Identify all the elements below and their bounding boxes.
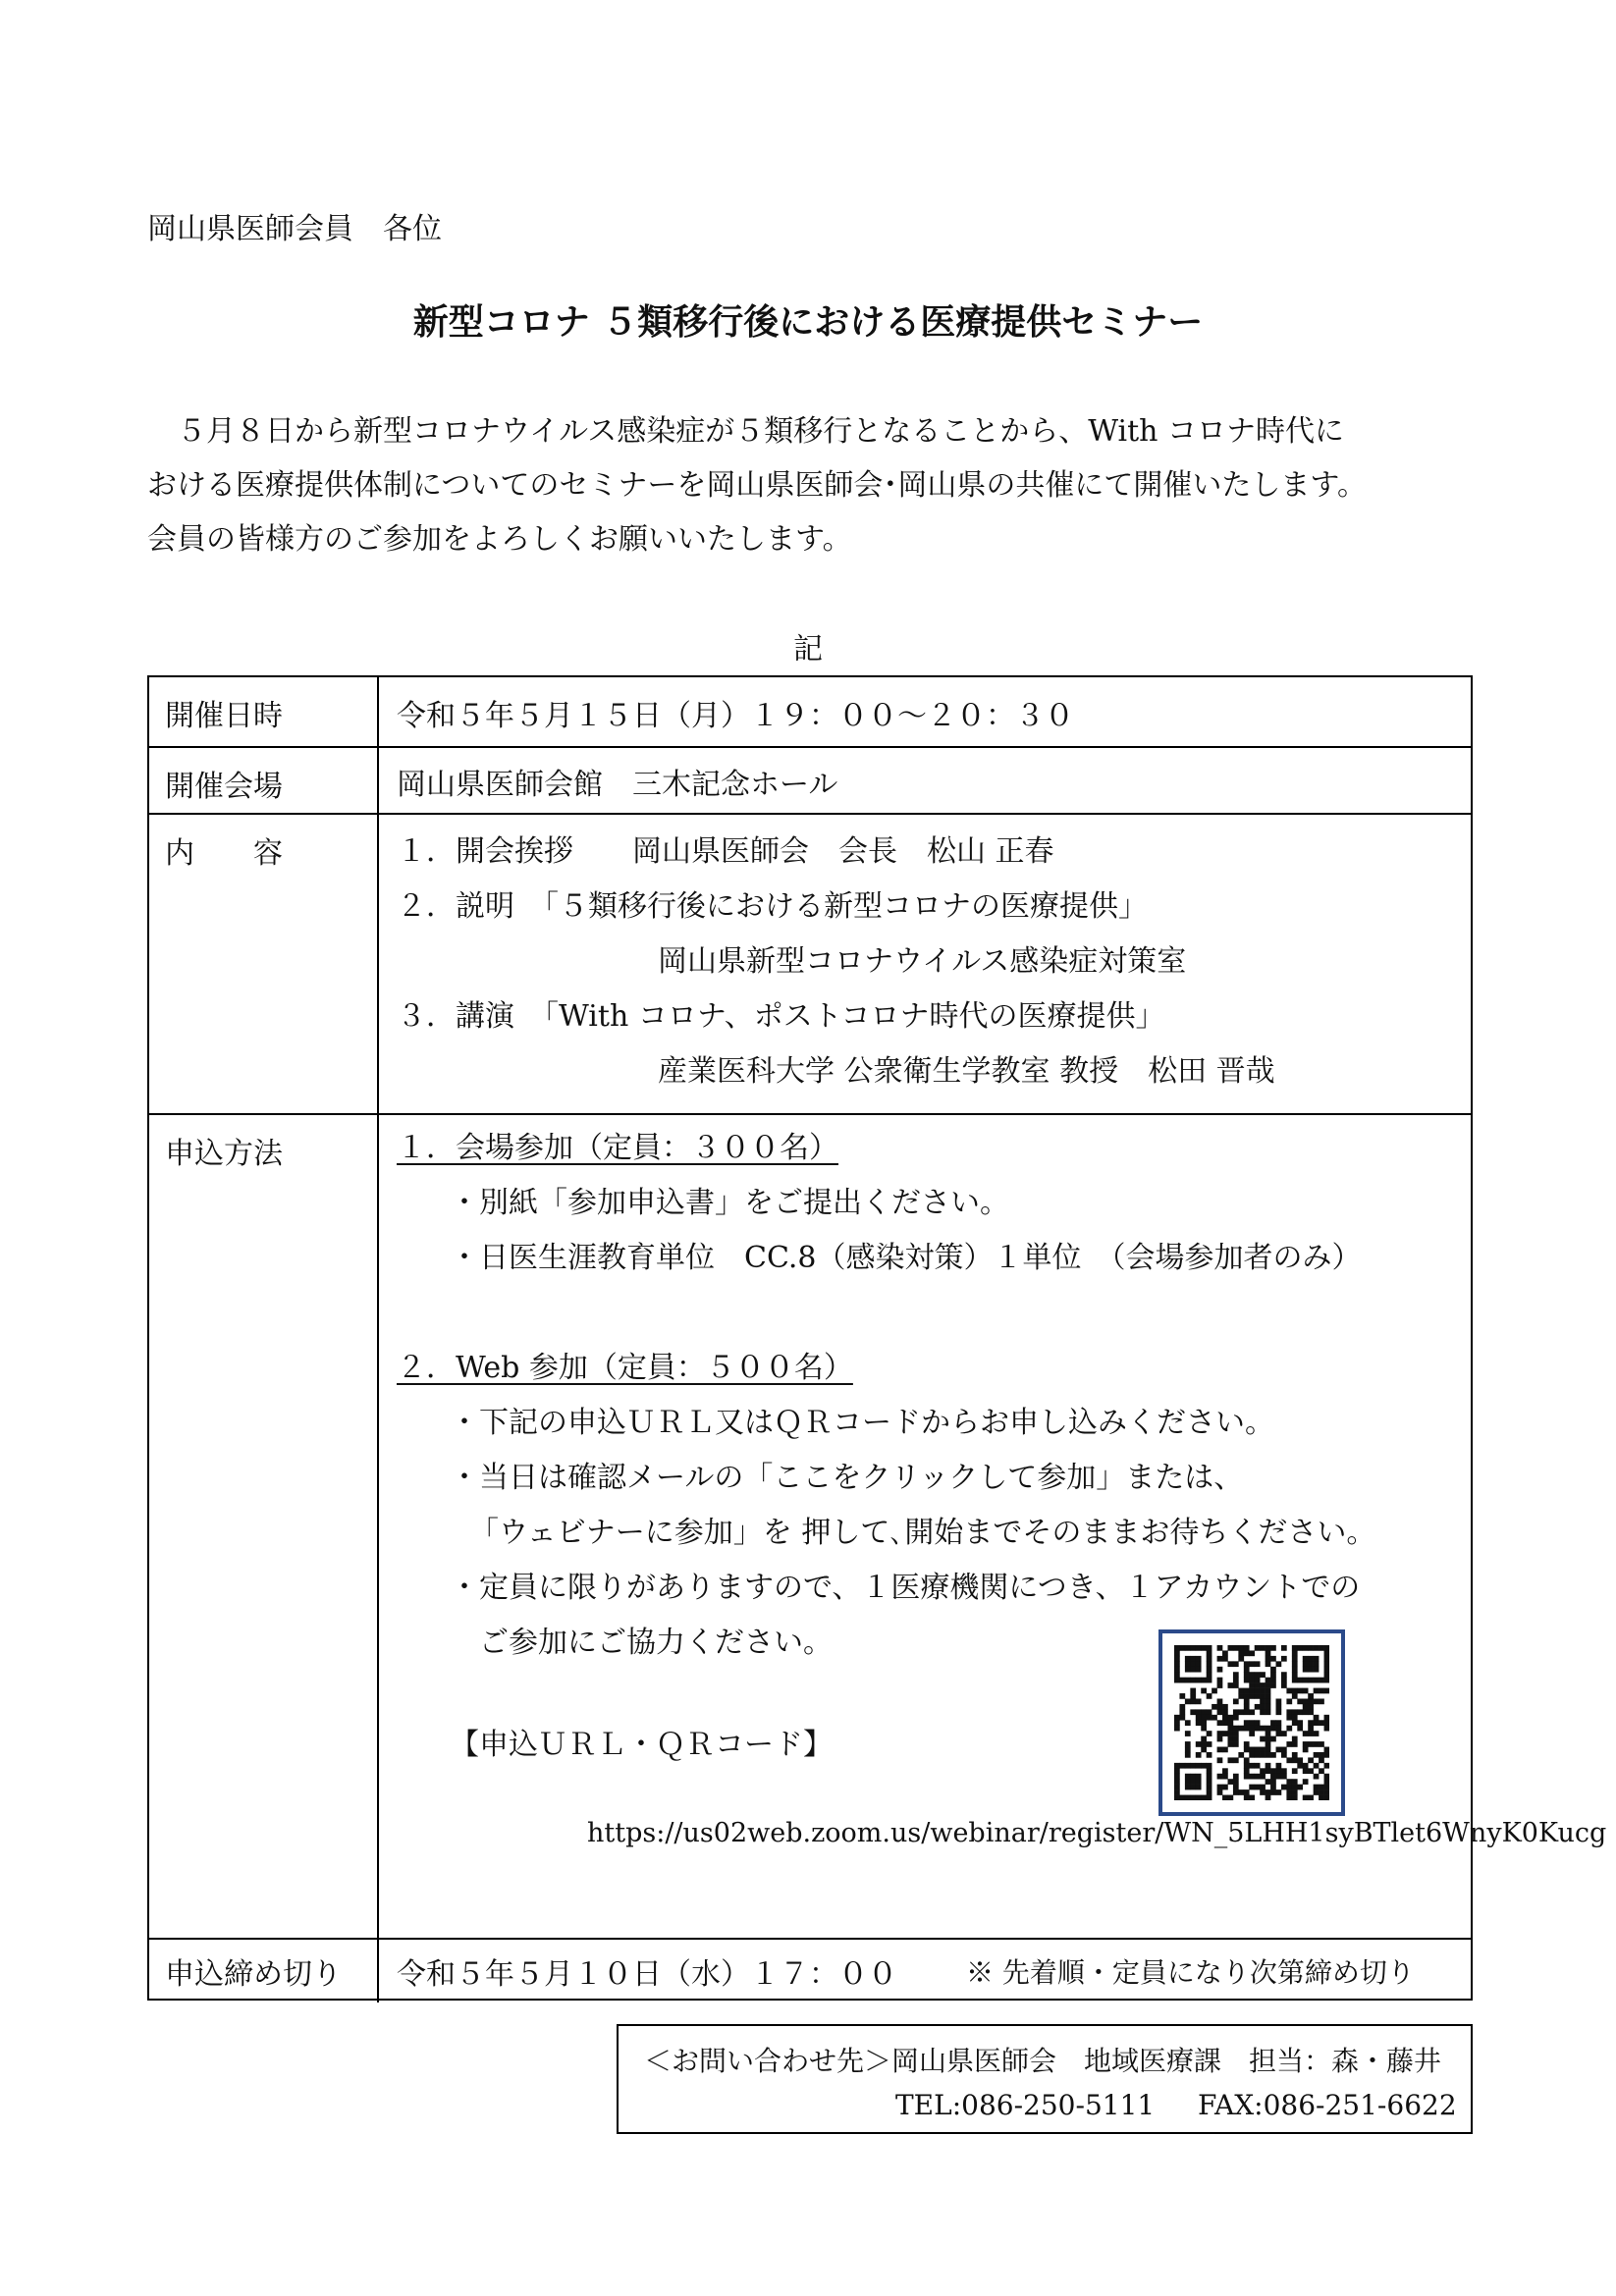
row-deadline — [149, 1940, 1471, 2002]
label-content: 内 容 — [149, 815, 379, 1113]
ki-heading: 記 — [793, 632, 823, 667]
deadline-note: ※ 先着順・定員になり次第締め切り — [966, 1956, 1415, 1989]
url-qr-heading: 【申込ＵＲＬ・ＱＲコード】 — [450, 1728, 833, 1762]
row-apply — [149, 1115, 1607, 1940]
apply-line: ・定員に限りがありますので、１医療機関につき、１アカウントでの — [450, 1571, 1361, 1605]
intro-line: ５月８日から新型コロナウイルス感染症が５類移行となることから、With コロナ時代に — [177, 414, 1345, 449]
date-value: 令和５年５月１５日（月）１９：００～２０：３０ — [397, 699, 1074, 733]
apply-line: 「ウェビナーに参加」を 押して､開始までそのままお待ちください。 — [469, 1516, 1376, 1550]
program-item: 岡山県新型コロナウイルス感染症対策室 — [658, 944, 1187, 979]
web-participation-heading: ２．Web 参加（定員：５００名） — [397, 1351, 853, 1385]
contact-tel: TEL:086-250-5111 — [895, 2089, 1156, 2121]
contact-line: ＜お問い合わせ先＞岡山県医師会 地域医療課 担当：森・藤井 — [644, 2045, 1442, 2077]
intro-paragraph — [147, 404, 1482, 566]
program-item: １．開会挨拶 岡山県医師会 会長 松山 正春 — [397, 834, 1054, 869]
program-item: ３．講演 「With コロナ、ポストコロナ時代の医療提供」 — [397, 999, 1165, 1034]
label-date: 開催日時 — [149, 677, 379, 746]
venue-participation-heading: １．会場参加（定員：３００名） — [397, 1131, 838, 1165]
registration-qr-code[interactable] — [1158, 1629, 1345, 1816]
intro-line: 会員の皆様方のご参加をよろしくお願いいたします。 — [147, 522, 852, 557]
row-content — [149, 815, 1471, 1115]
contact-fax: FAX:086-251-6622 — [1198, 2089, 1457, 2121]
intro-line: おける医療提供体制についてのセミナーを岡山県医師会･岡山県の共催にて開催いたします。 — [147, 468, 1367, 503]
registration-url-link[interactable]: https://us02web.zoom.us/webinar/register/WN_5LHH1syBTlet6WnyK0Kucg — [587, 1818, 1607, 1848]
label-deadline: 申込締め切り — [149, 1940, 379, 2002]
page-title: 新型コロナ ５類移行後における医療提供セミナー — [412, 302, 1204, 343]
apply-line: ご参加にご協力ください。 — [479, 1626, 833, 1660]
row-date — [149, 677, 1471, 748]
program-item: ２．説明 「５類移行後における新型コロナの医療提供」 — [397, 889, 1148, 924]
program-item: 産業医科大学 公衆衛生学教室 教授 松田 晋哉 — [658, 1054, 1275, 1089]
apply-line: ・日医生涯教育単位 CC.8（感染対策）１単位 （会場参加者のみ） — [450, 1241, 1362, 1275]
apply-line: ・別紙「参加申込書」をご提出ください。 — [450, 1186, 1009, 1220]
label-apply: 申込方法 — [149, 1115, 379, 1938]
addressee: 岡山県医師会員 各位 — [147, 212, 442, 246]
qr-code-graphic — [1174, 1645, 1329, 1800]
apply-line: ・当日は確認メールの「ここをクリックして参加」または、 — [450, 1461, 1244, 1495]
apply-line: ・下記の申込ＵＲＬ又はＱＲコードからお申し込みください。 — [450, 1406, 1274, 1440]
contact-box — [617, 2024, 1473, 2134]
deadline-value: 令和５年５月１０日（水）１７：００ — [397, 1957, 897, 1992]
row-venue — [149, 748, 1471, 815]
label-venue: 開催会場 — [149, 748, 379, 813]
venue-value: 岡山県医師会館 三木記念ホール — [397, 768, 838, 802]
